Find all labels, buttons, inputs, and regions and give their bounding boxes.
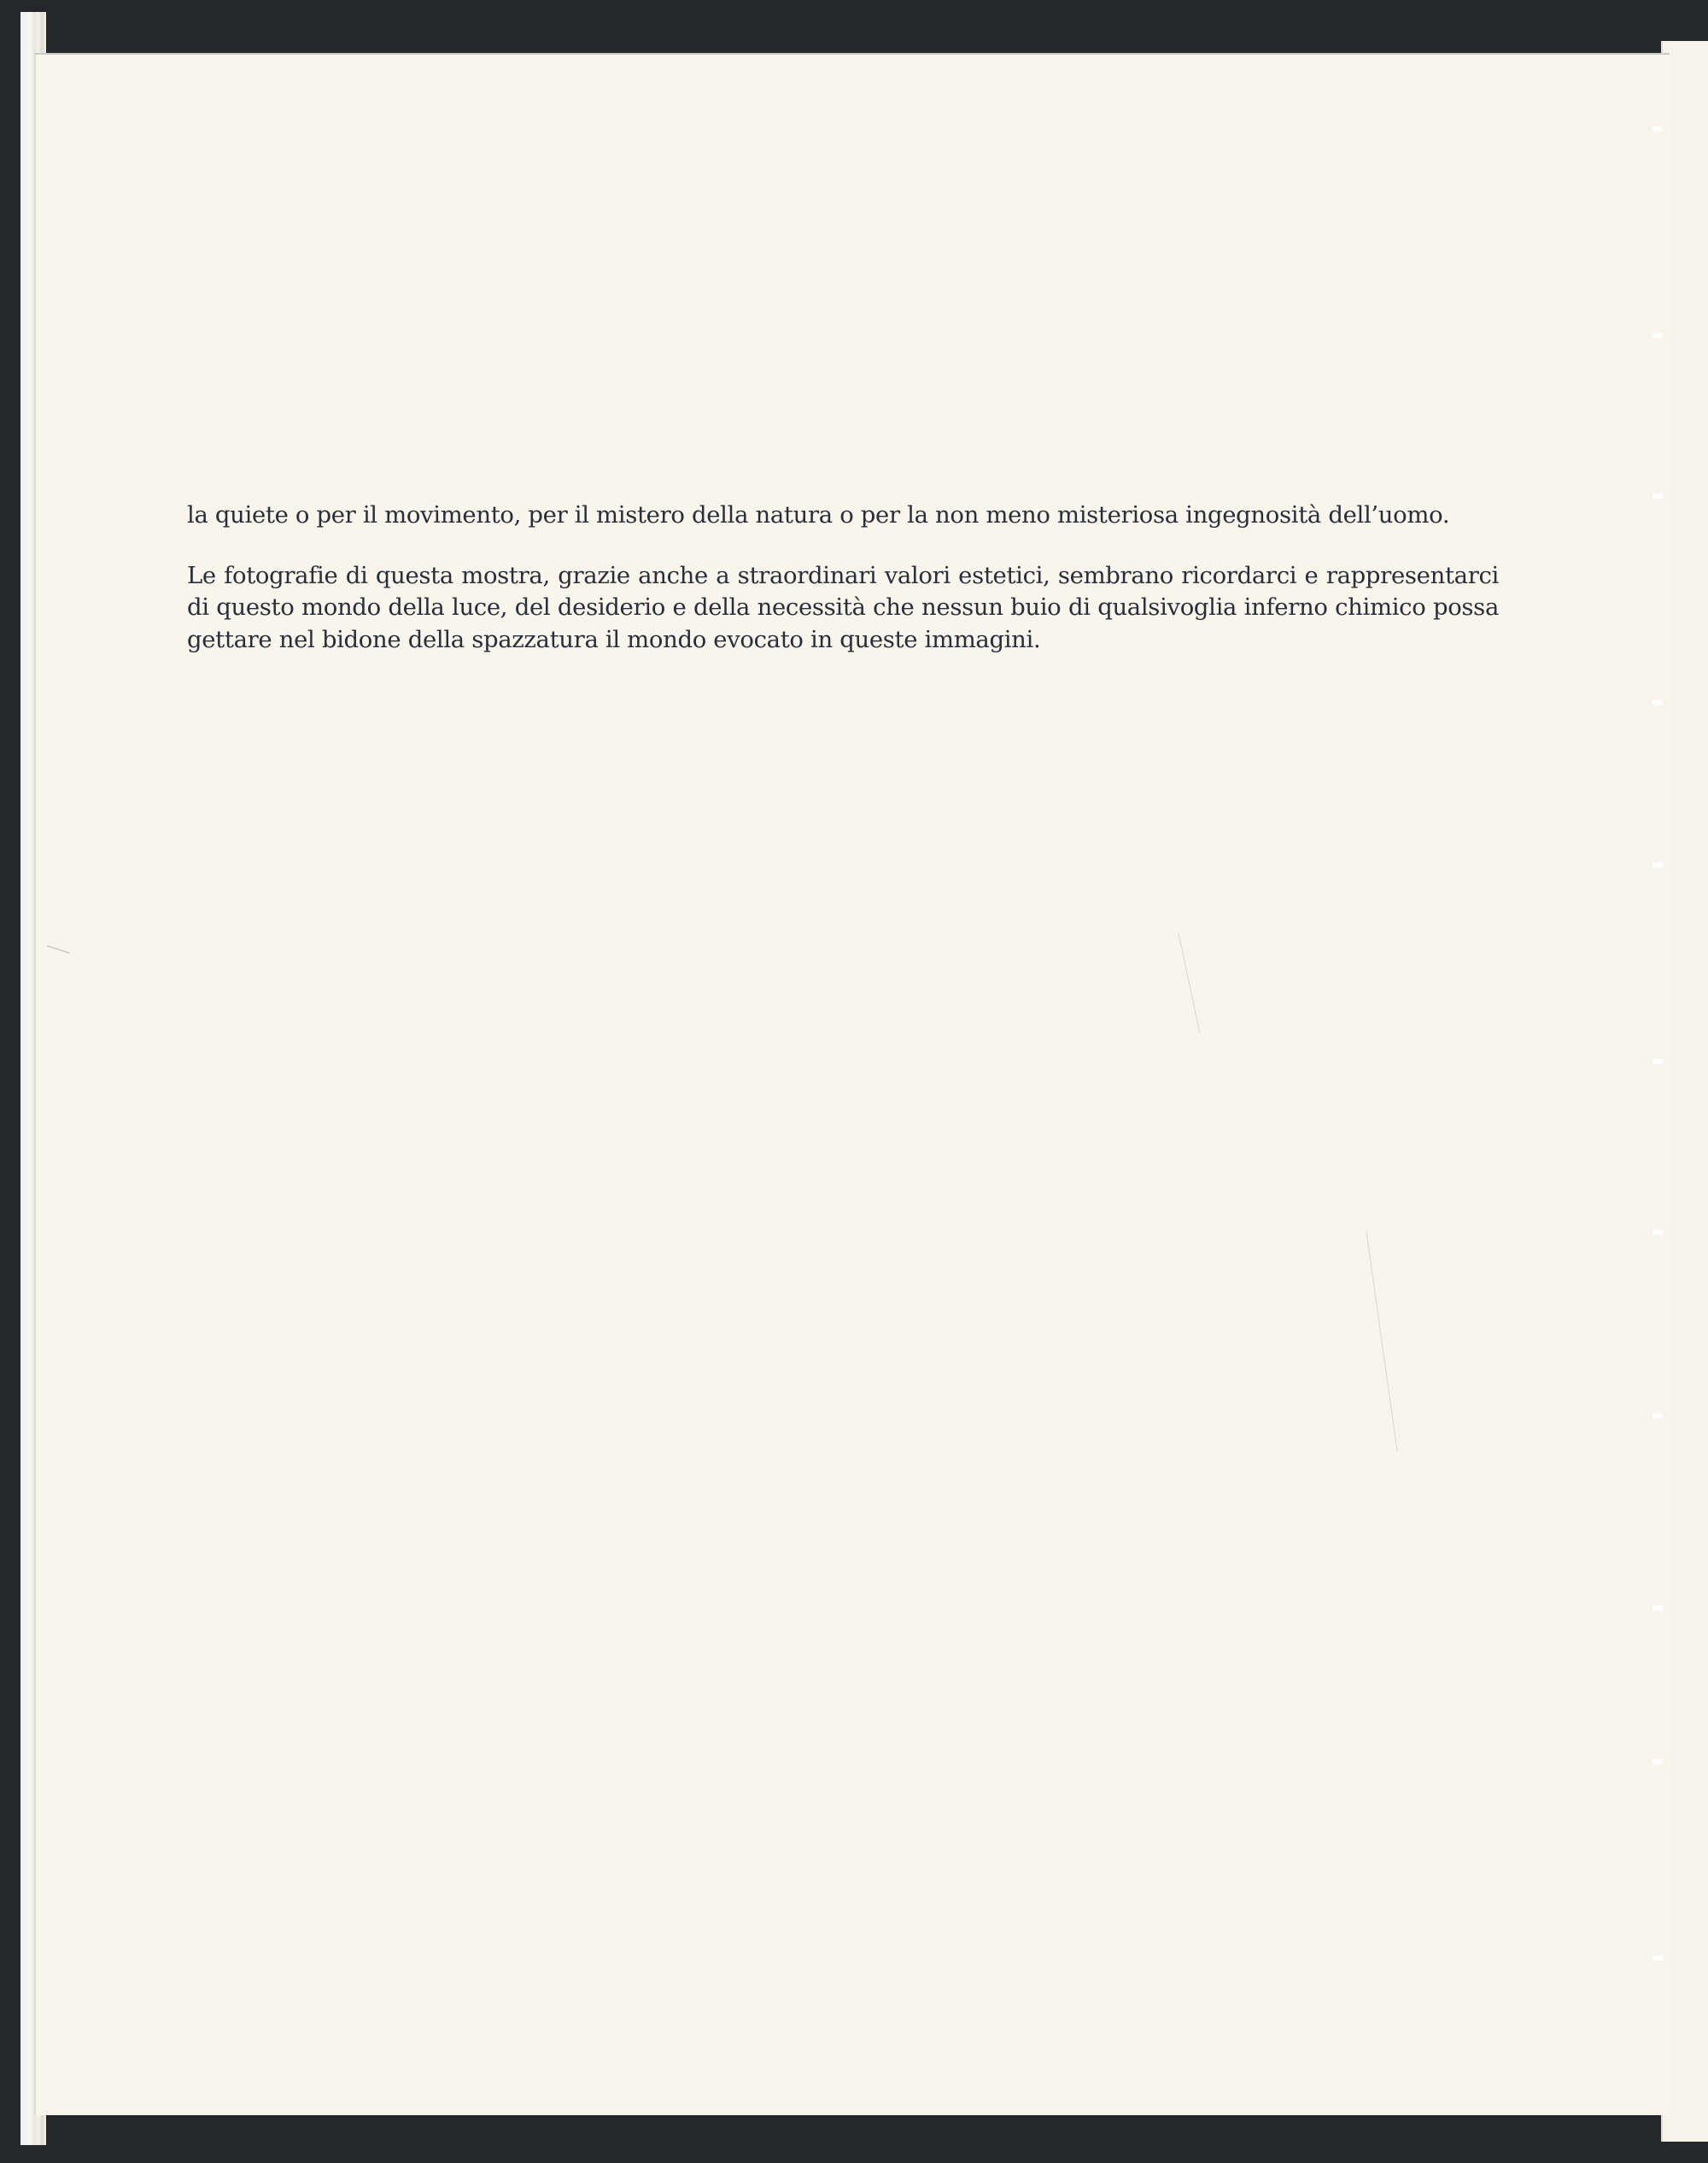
binding-notch	[1652, 1955, 1663, 1961]
binding-notch	[1652, 1413, 1663, 1418]
binding-notch	[1652, 1230, 1663, 1235]
binding-notch	[1652, 1759, 1663, 1764]
book-page	[34, 53, 1670, 2115]
paper-scratch	[1179, 932, 1201, 1033]
paragraph-exhibition-photos: Le fotografie di questa mostra, grazie anche a straordinari valori estetici, sembrano ricordarci e rappresentarci di questo mondo della luce, del desiderio e della necessità che nessun buio di qualsivoglia inferno chimico possa gettare nel bidone della spazzatura il mondo evocato in queste immagini.	[187, 561, 1499, 653]
paragraph-closing-sentence: la quiete o per il movimento, per il mistero della natura o per la non meno misteriosa ingegnosità dell’uomo.	[187, 501, 1450, 529]
binding-notch	[1652, 1059, 1663, 1064]
binding-notch	[1652, 494, 1663, 499]
binding-notch	[1652, 126, 1663, 132]
binding-notch	[1652, 862, 1663, 868]
binding-notch	[1652, 700, 1663, 705]
paper-scratch	[47, 945, 70, 954]
body-text	[187, 500, 1499, 656]
binding-notch	[1652, 333, 1663, 338]
binding-notch	[1652, 1605, 1663, 1611]
paper-scratch	[1366, 1231, 1398, 1452]
